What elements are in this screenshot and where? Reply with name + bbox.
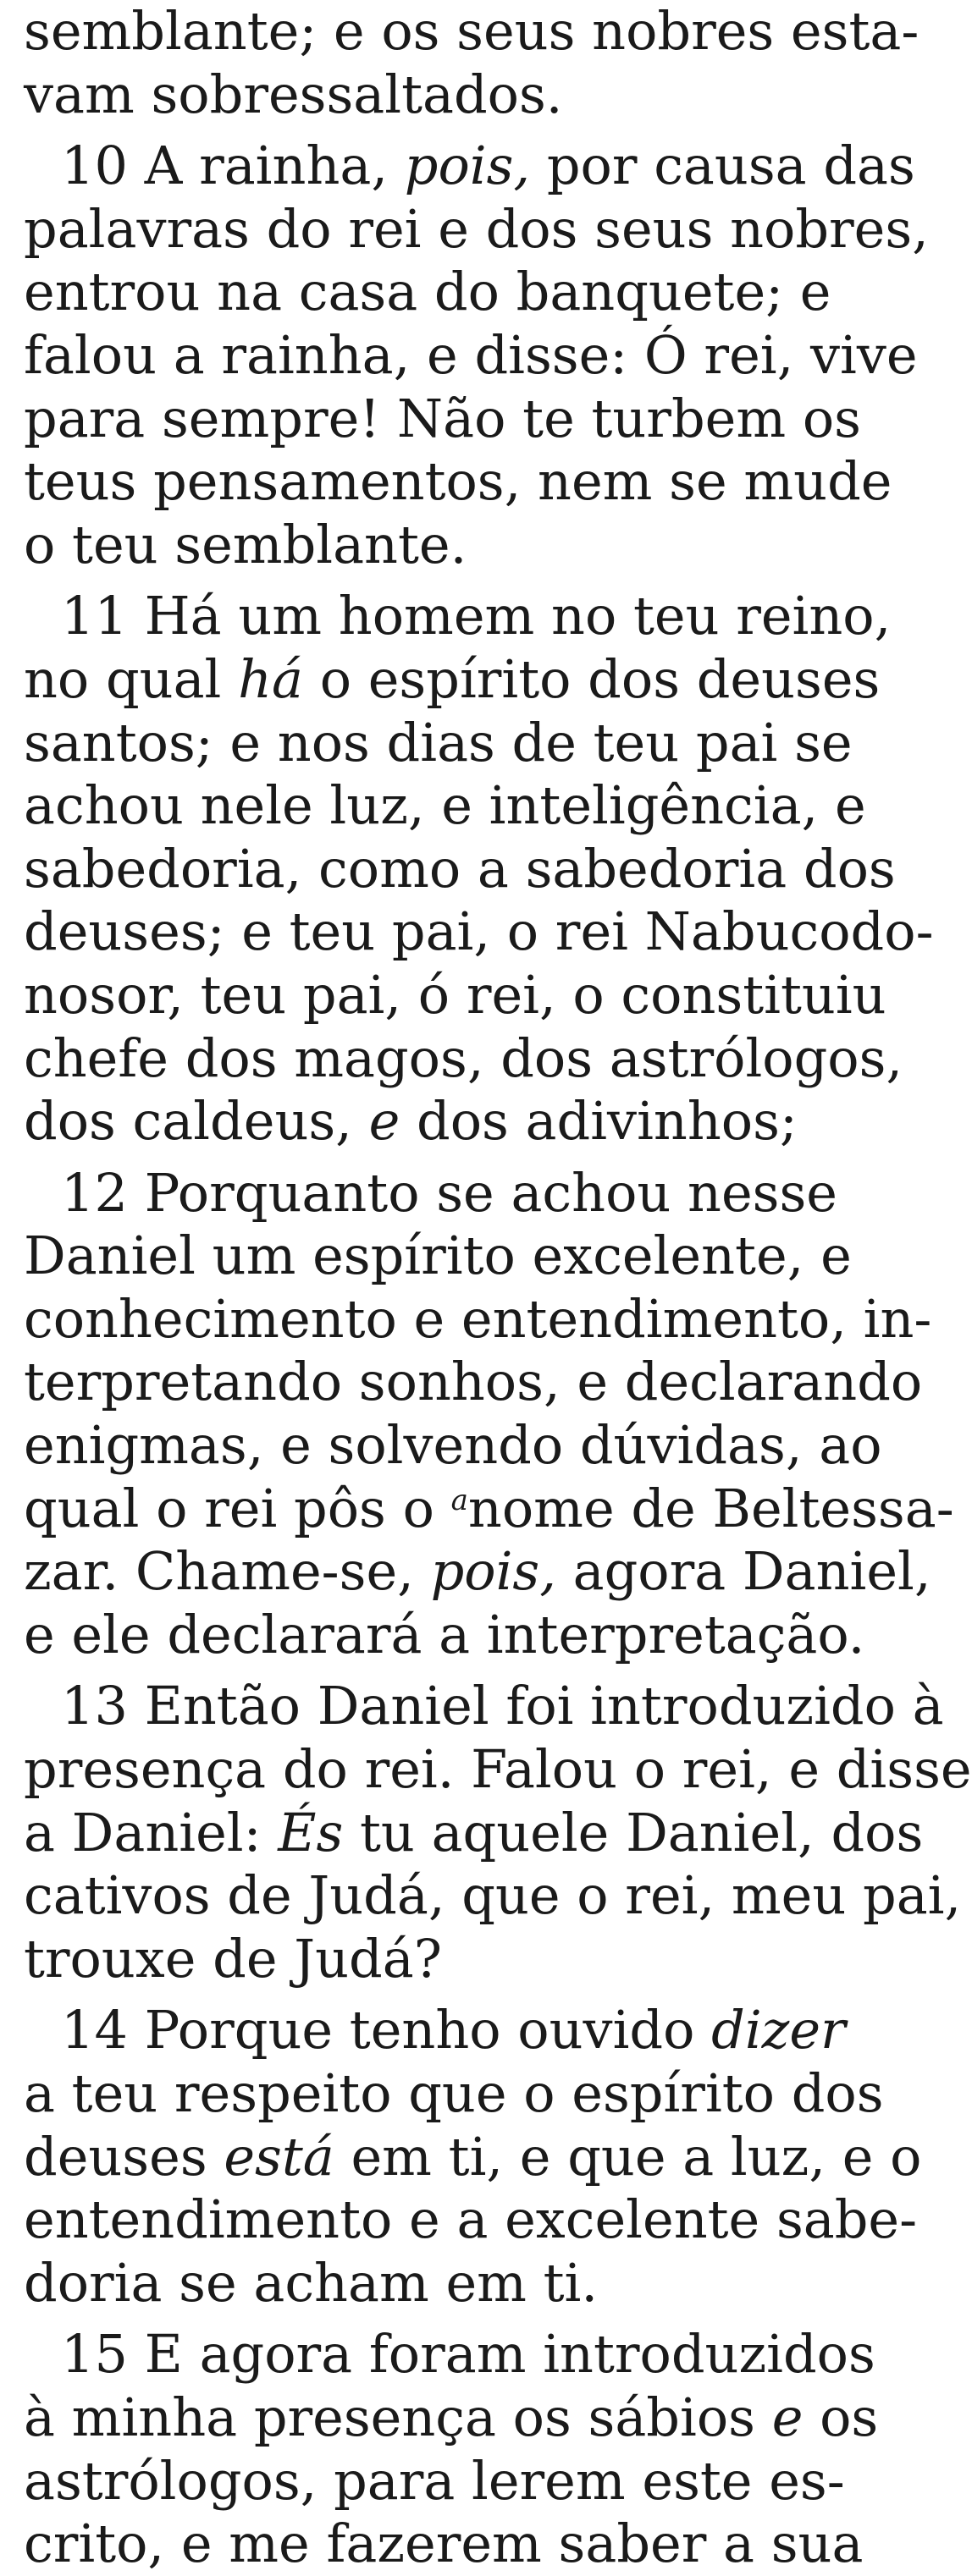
verse-line: sabedoria, como a sabedoria dos	[24, 837, 896, 900]
text-line: vam sobressaltados.	[24, 63, 563, 125]
passage-intro	[24, 0, 920, 126]
verse-15	[24, 2323, 879, 2575]
verse-line: e ele declarará a interpretação.	[24, 1603, 865, 1665]
verse-14	[24, 1999, 922, 2315]
verse-line: deuses; e teu pai, o rei Nabucodo-	[24, 900, 934, 963]
verse-12	[24, 1161, 954, 1667]
verse-line: 13 Então Daniel foi introduzido à	[61, 1675, 944, 1737]
verse-line: Daniel um espírito excelente, e	[24, 1225, 852, 1287]
verse-line: crito, e me fazerem saber a sua	[24, 2513, 864, 2575]
footnote-marker[interactable]: a	[450, 1483, 468, 1517]
italic-word: está	[224, 2125, 334, 2188]
verse-line: 12 Porquanto se achou nesse	[61, 1161, 837, 1224]
verse-line: no qual há o espírito dos deuses	[24, 647, 881, 710]
scripture-page	[24, 0, 972, 2576]
verse-line: a teu respeito que o espírito dos	[24, 2062, 884, 2124]
verse-line: à minha presença os sábios e os	[24, 2386, 879, 2448]
verse-line: cativos de Judá, que o rei, meu pai,	[24, 1864, 962, 1927]
verse-11	[24, 585, 934, 1153]
verse-line: deuses está em ti, e que a luz, e o	[24, 2125, 922, 2188]
verse-line: santos; e nos dias de teu pai se	[24, 711, 853, 773]
verse-10	[24, 135, 929, 576]
verse-line: palavras do rei e dos seus nobres,	[24, 197, 929, 260]
verse-line: astrólogos, para lerem este es-	[24, 2449, 845, 2512]
text-line: semblante; e os seus nobres esta-	[24, 0, 920, 62]
verse-line: terpretando sonhos, e declarando	[24, 1351, 923, 1413]
verse-line: achou nele luz, e inteligência, e	[24, 774, 866, 837]
verse-13	[24, 1675, 972, 1990]
verse-line: 15 E agora foram introduzidos	[61, 2323, 875, 2386]
italic-word: És	[278, 1801, 344, 1863]
italic-word: e	[368, 1090, 400, 1153]
verse-line: qual o rei pôs o $^a$nome de Beltessa-	[24, 1477, 954, 1539]
italic-word: há	[238, 647, 303, 710]
italic-word: e	[771, 2386, 804, 2448]
italic-word: pois,	[430, 1540, 556, 1603]
verse-line: entendimento e a excelente sabe-	[24, 2188, 918, 2251]
verse-line: chefe dos magos, dos astrólogos,	[24, 1027, 903, 1089]
verse-line: falou a rainha, e disse: Ó rei, vive	[24, 323, 918, 386]
verse-line: nosor, teu pai, ó rei, o constituiu	[24, 963, 886, 1026]
verse-line: entrou na casa do banquete; e	[24, 261, 831, 323]
verse-line: presença do rei. Falou o rei, e disse	[24, 1738, 972, 1801]
verse-line: o teu semblante.	[24, 513, 467, 575]
verse-line: conhecimento e entendimento, in-	[24, 1287, 932, 1350]
verse-line: para sempre! Não te turbem os	[24, 387, 861, 449]
verse-line: teus pensamentos, nem se mude	[24, 450, 892, 513]
verse-line: 10 A rainha, pois, por causa das	[61, 135, 915, 197]
verse-line: doria se acham em ti.	[24, 2251, 599, 2314]
verse-line: trouxe de Judá?	[24, 1927, 442, 1990]
verse-line: enigmas, e solvendo dúvidas, ao	[24, 1414, 882, 1477]
verse-line: zar. Chame-se, pois, agora Daniel,	[24, 1540, 931, 1603]
verse-line: a Daniel: És tu aquele Daniel, dos	[24, 1801, 924, 1863]
verse-line: dos caldeus, e dos adivinhos;	[24, 1090, 798, 1153]
italic-word: pois,	[404, 135, 531, 197]
verse-line: 14 Porque tenho ouvido dizer	[61, 1999, 846, 2061]
verse-line: 11 Há um homem no teu reino,	[61, 585, 892, 647]
italic-word: dizer	[711, 1999, 846, 2061]
